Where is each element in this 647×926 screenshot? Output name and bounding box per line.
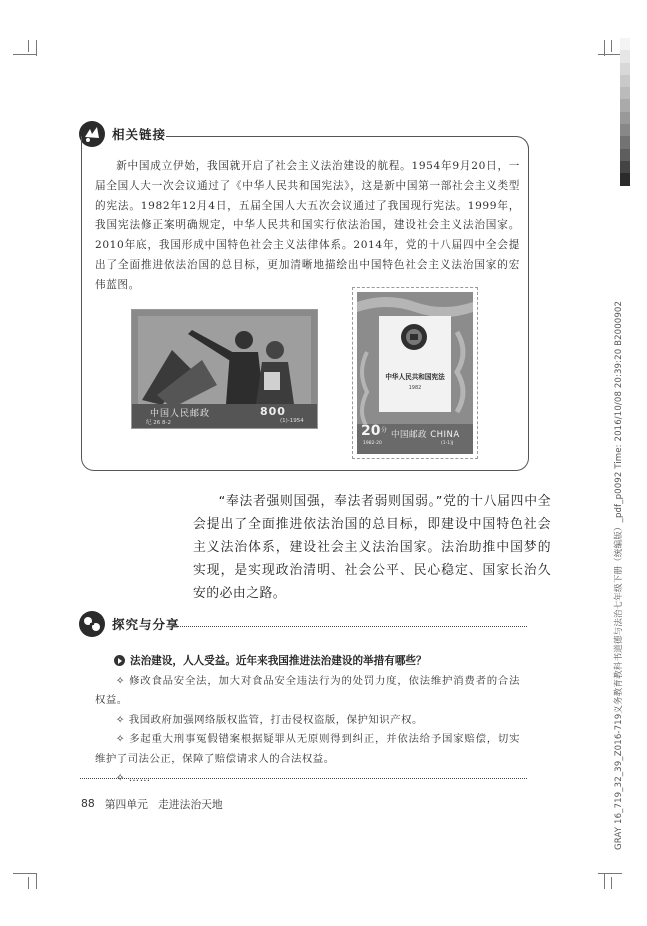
explore-items [95, 672, 520, 788]
print-slug-text: 16_719_32_39_Z016-719义务教育教科书道德与法治七年级下册（统编版）_pdf_p0092 Time: 2016/10/08 20:39:20 B2000902 [614, 300, 624, 824]
crop-mark [13, 54, 37, 55]
stamp-1954-constitution [131, 309, 318, 429]
stamp1-code-left: 纪 26 8-2 [146, 420, 171, 426]
crop-mark [36, 873, 37, 889]
stamp2-code-left: 1982-20 [363, 441, 382, 446]
stamp2-book-title: 中华人民共和国宪法 [385, 373, 445, 381]
national-emblem-icon [399, 322, 429, 352]
page-number: 88 [81, 797, 95, 810]
stamp2-code-right: (1-1)J [441, 441, 454, 446]
explore-question [114, 653, 427, 668]
unit-title: 走进法治天地 [157, 798, 223, 811]
related-links-title: 相关链接 [112, 127, 167, 142]
stamp2-year: 1982 [408, 385, 422, 391]
crop-mark [598, 873, 622, 874]
crop-mark [36, 40, 37, 56]
main-paragraph: “奉法者强则国强，奉法者弱则国弱。”党的十八届四中全会提出了全面推进依法治国的总目标，即建设中国特色社会主义法治体系，建设社会主义法治国家。法治助推中国梦的实现，是实现政治清明、社会公平、民心稳定、国家长治久安的必由之路。 [193, 494, 551, 601]
related-links-paragraph: 新中国成立伊始，我国就开启了社会主义法治建设的航程。1954年9月20日，一届全国人大一次会议通过了《中华人民共和国宪法》，这是新中国第一部社会主义类型的宪法。1982年12月4日，五届全国人大五次会议通过了我国现行宪法。1999年，我国宪法修正案明确规定，中华人民共和国实行依法治国，建设社会主义法治国家。2010年底，我国形成中国特色社会主义法律体系。2014年，党的十八届四中全会提出了全面推进依法治国的总目标，更加清晰地描绘出中国特色社会主义法治国家的宏伟蓝图。 [95, 160, 520, 291]
print-slug [612, 300, 624, 850]
crop-mark [598, 54, 622, 55]
box-corner [508, 136, 529, 157]
play-bullet-icon [114, 655, 125, 666]
crop-mark [28, 877, 29, 889]
explore-item: ✧ …… [115, 772, 151, 785]
box-top-border [166, 136, 515, 137]
stamp1-value: 800 [260, 405, 286, 418]
explore-item: ✧ 多起重大刑事冤假错案根据疑罪从无原则得到纠正，并依法给予国家赔偿，切实维护了司法公正，保障了赔偿请求人的合法权益。 [95, 733, 520, 765]
explore-share-header [78, 610, 180, 638]
explore-question-text: 法治建设，人人受益。近年来我国推进法治建设的举措有哪些？ [130, 655, 427, 667]
crop-mark [611, 877, 612, 889]
crop-mark [604, 873, 605, 889]
stamp2-value: 20 [361, 423, 381, 439]
crop-mark [13, 873, 37, 874]
explore-share-icon [78, 610, 106, 638]
unit-label: 第四单元 [104, 798, 148, 811]
stamp-1982-constitution [352, 287, 478, 459]
explore-divider [172, 626, 527, 627]
crop-mark [611, 40, 612, 52]
stamp2-country: 中国邮政 CHINA [391, 430, 460, 440]
explore-item: ✧ 修改食品安全法，加大对食品安全违法行为的处罚力度，依法维护消费者的合法权益。 [95, 675, 520, 707]
stamp2-unit: 分 [381, 427, 388, 434]
gray-calibration-strip [620, 38, 630, 186]
stamp1-country: 中国人民邮政 [150, 409, 211, 419]
stamp1-code-right: (1)-1954 [280, 418, 304, 424]
crop-mark [604, 40, 605, 56]
explore-item: ✧ 我国政府加强网络版权监管，打击侵权盗版，保护知识产权。 [115, 713, 423, 726]
explore-share-title: 探究与分享 [112, 617, 180, 632]
bottom-divider [80, 778, 527, 779]
crop-mark [28, 40, 29, 52]
print-slug-short: GRAY [614, 826, 624, 850]
page-footer [81, 797, 223, 812]
